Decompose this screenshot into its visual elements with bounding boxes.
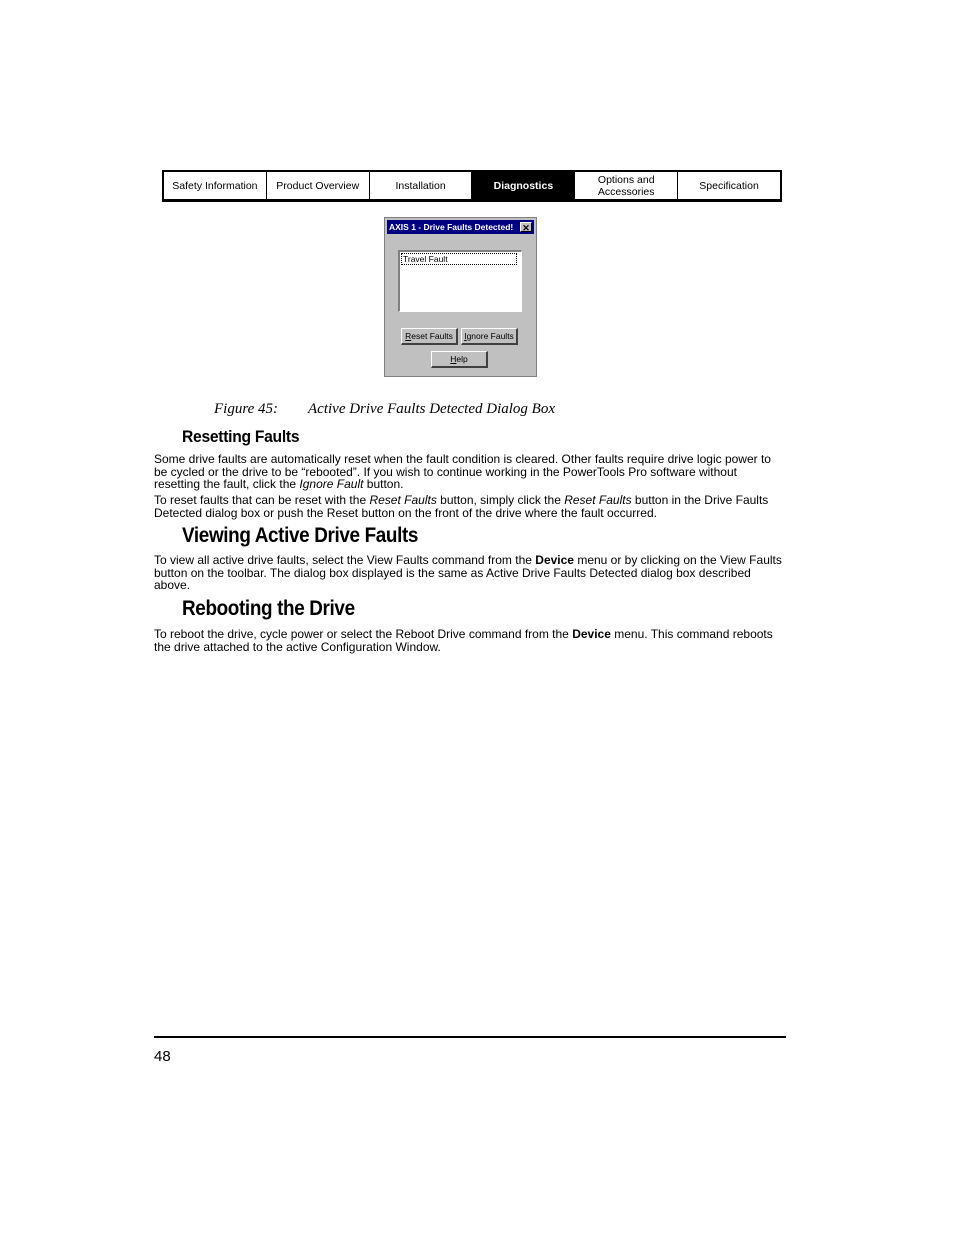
- emphasis-ignore-fault: Ignore Fault: [299, 477, 364, 491]
- text-run: menu or by clicking on the View Faults button on the toolbar. The dialog box displayed is the same as Active Drive Faults Detected dialog box described above.: [154, 553, 782, 592]
- text-run: To reset faults that can be reset with the: [154, 493, 370, 507]
- text-run: To view all active drive faults, select the View Faults command from the: [154, 553, 536, 567]
- heading-viewing-active-drive-faults: Viewing Active Drive Faults: [182, 524, 419, 547]
- reset-faults-button[interactable]: [401, 328, 458, 345]
- help-button[interactable]: [431, 351, 488, 368]
- figure-title: Active Drive Faults Detected Dialog Box: [308, 401, 555, 417]
- paragraph-rebooting: [154, 628, 786, 653]
- dialog-title: AXIS 1 - Drive Faults Detected!: [389, 222, 514, 232]
- drive-faults-dialog: [384, 217, 537, 377]
- ignore-faults-button[interactable]: [461, 328, 518, 345]
- heading-resetting-faults: Resetting Faults: [182, 427, 300, 446]
- paragraph-resetting-2: [154, 494, 786, 519]
- nav-tab-product-overview[interactable]: Product Overview: [267, 172, 370, 199]
- nav-tab-installation[interactable]: Installation: [370, 172, 473, 199]
- reset-label: eset Faults: [411, 331, 453, 341]
- section-nav: [162, 170, 782, 202]
- heading-rebooting-the-drive: Rebooting the Drive: [182, 597, 355, 620]
- ignore-label: gnore Faults: [466, 331, 514, 341]
- strong-device: Device: [535, 553, 574, 567]
- footer-rule: [154, 1036, 786, 1038]
- paragraph-resetting-1: [154, 453, 786, 491]
- nav-tab-specification[interactable]: Specification: [699, 179, 759, 192]
- reset-mnemonic: R: [405, 331, 412, 341]
- close-icon[interactable]: ✕: [520, 222, 532, 232]
- dialog-titlebar: [387, 220, 534, 234]
- text-run: menu. This command reboots the drive attached to the active Configuration Window.: [154, 627, 773, 654]
- nav-tab-options-and-accessories[interactable]: Options and Accessories: [575, 172, 678, 199]
- emphasis-reset-faults: Reset Faults: [564, 493, 632, 507]
- text-run: button in the Drive Faults Detected dialog box or push the Reset button on the front of the drive where the fault occurred.: [154, 493, 769, 520]
- nav-tab-diagnostics[interactable]: Diagnostics: [472, 172, 575, 199]
- page-number: 48: [154, 1048, 171, 1065]
- text-run: Some drive faults are automatically reset when the fault condition is cleared. Other faults require drive logic power to be cycled or the drive to be “rebooted”. If you wish to continue working in the PowerTools Pro software without resetting the fault, click the: [154, 452, 771, 491]
- strong-device: Device: [572, 627, 611, 641]
- paragraph-viewing: [154, 554, 786, 592]
- figure-caption: [214, 401, 555, 418]
- list-item[interactable]: Travel Fault: [401, 253, 517, 265]
- text-run: button, simply click the: [436, 493, 565, 507]
- text-run: button.: [363, 477, 404, 491]
- emphasis-reset-faults: Reset Faults: [369, 493, 437, 507]
- nav-tab-safety-information[interactable]: Safety Information: [164, 172, 267, 199]
- figure-number: Figure 45:: [214, 401, 279, 417]
- faults-list[interactable]: [398, 250, 522, 312]
- ignore-mnemonic: I: [464, 331, 467, 341]
- help-mnemonic: H: [450, 354, 457, 364]
- text-run: To reboot the drive, cycle power or select the Reboot Drive command from the: [154, 627, 573, 641]
- help-label: elp: [456, 354, 468, 364]
